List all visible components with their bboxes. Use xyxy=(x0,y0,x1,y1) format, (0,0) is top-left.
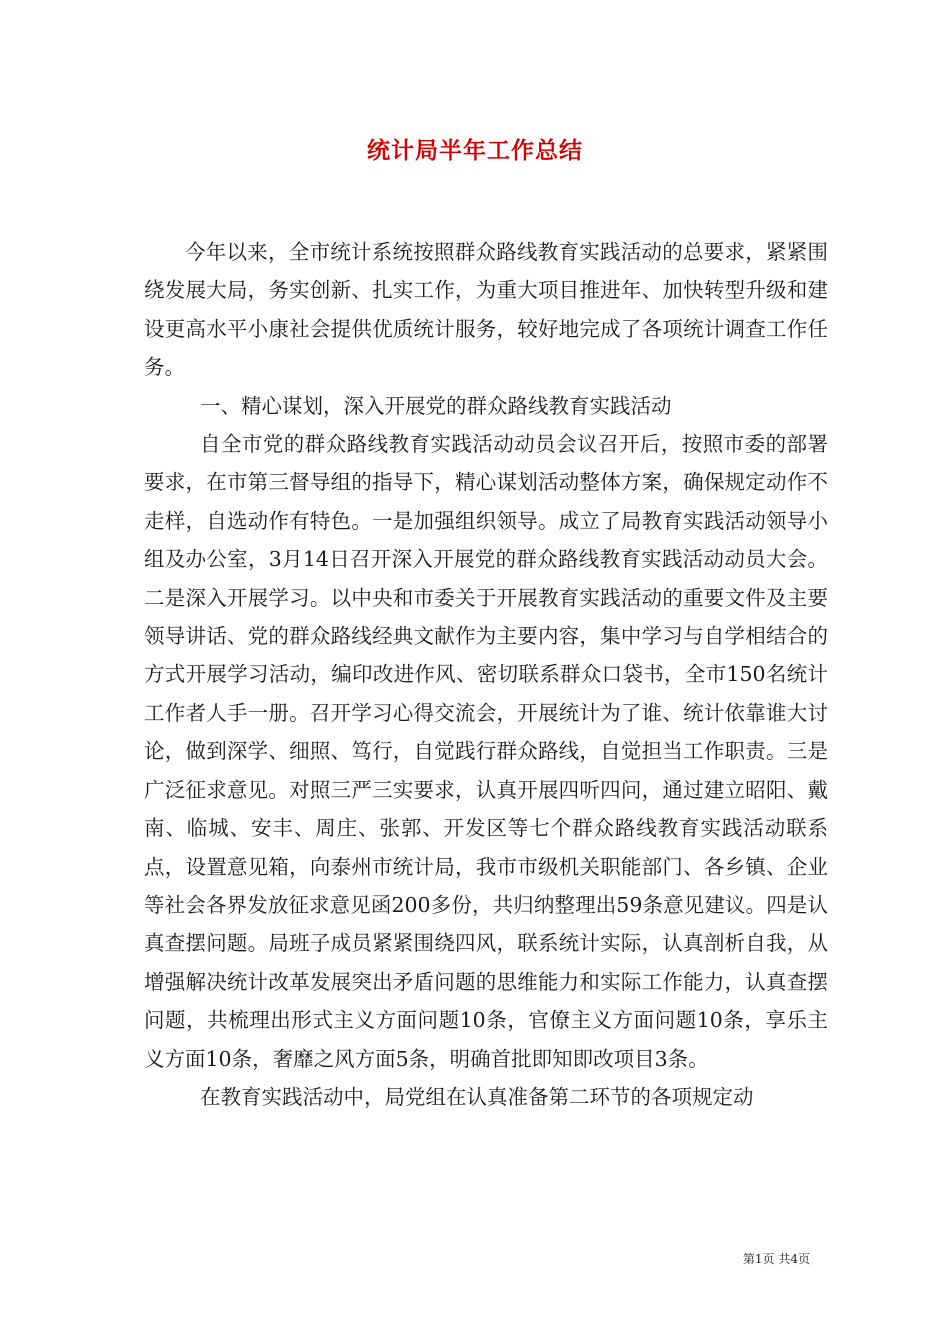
body-paragraph: 在教育实践活动中，局党组在认真准备第二环节的各项规定动 xyxy=(200,1084,754,1109)
intro-paragraph: 今年以来，全市统计系统按照群众路线教育实践活动的总要求，紧紧围绕发展大局，务实创新、扎实工作，为重大项目推进年、加快转型升级和建设更高水平小康社会提供优质统计服务，较好地完成了各项统计调查工作任务。 xyxy=(144,240,828,380)
page-number: 第1页 共4页 xyxy=(742,1252,810,1266)
body-paragraph: 自全市党的群众路线教育实践活动动员会议召开后，按照市委的部署要求，在市第三督导组的指导下，精心谋划活动整体方案，确保规定动作不走样，自选动作有特色。一是加强组织领导。成立了局教育实践活动领导小组及办公室，3月14日召开深入开展党的群众路线教育实践活动动员大会。二是深入开展学习。以中央和市委关于开展教育实践活动的重要文件及主要领导讲话、党的群众路线经典文献作为主要内容，集中学习与自学相结合的方式开展学习活动，编印改进作风、密切联系群众口袋书，全市150名统计工作者人手一册。召开学习心得交流会，开展统计为了谁、统计依靠谁大讨论，做到深学、细照、笃行，自觉践行群众路线，自觉担当工作职责。三是广泛征求意见。对照三严三实要求，认真开展四听四问，通过建立昭阳、戴南、临城、安丰、周庄、张郭、开发区等七个群众路线教育实践活动联系点，设置意见箱，向泰州市统计局，我市市级机关职能部门、各乡镇、企业等社会各界发放征求意见函200多份，共归纳整理出59条意见建议。四是认真查摆问题。局班子成员紧紧围绕四风，联系统计实际，认真剖析自我，从增强解决统计改革发展突出矛盾问题的思维能力和实际工作能力，认真查摆问题，共梳理出形式主义方面问题10条，官僚主义方面问题10条，享乐主义方面10条，奢靡之风方面5条，明确首批即知即改项目3条。 xyxy=(144,432,828,1071)
document-title: 统计局半年工作总结 xyxy=(367,137,583,164)
document-body xyxy=(144,233,828,1116)
section-heading: 一、精心谋划，深入开展党的群众路线教育实践活动 xyxy=(200,393,672,418)
